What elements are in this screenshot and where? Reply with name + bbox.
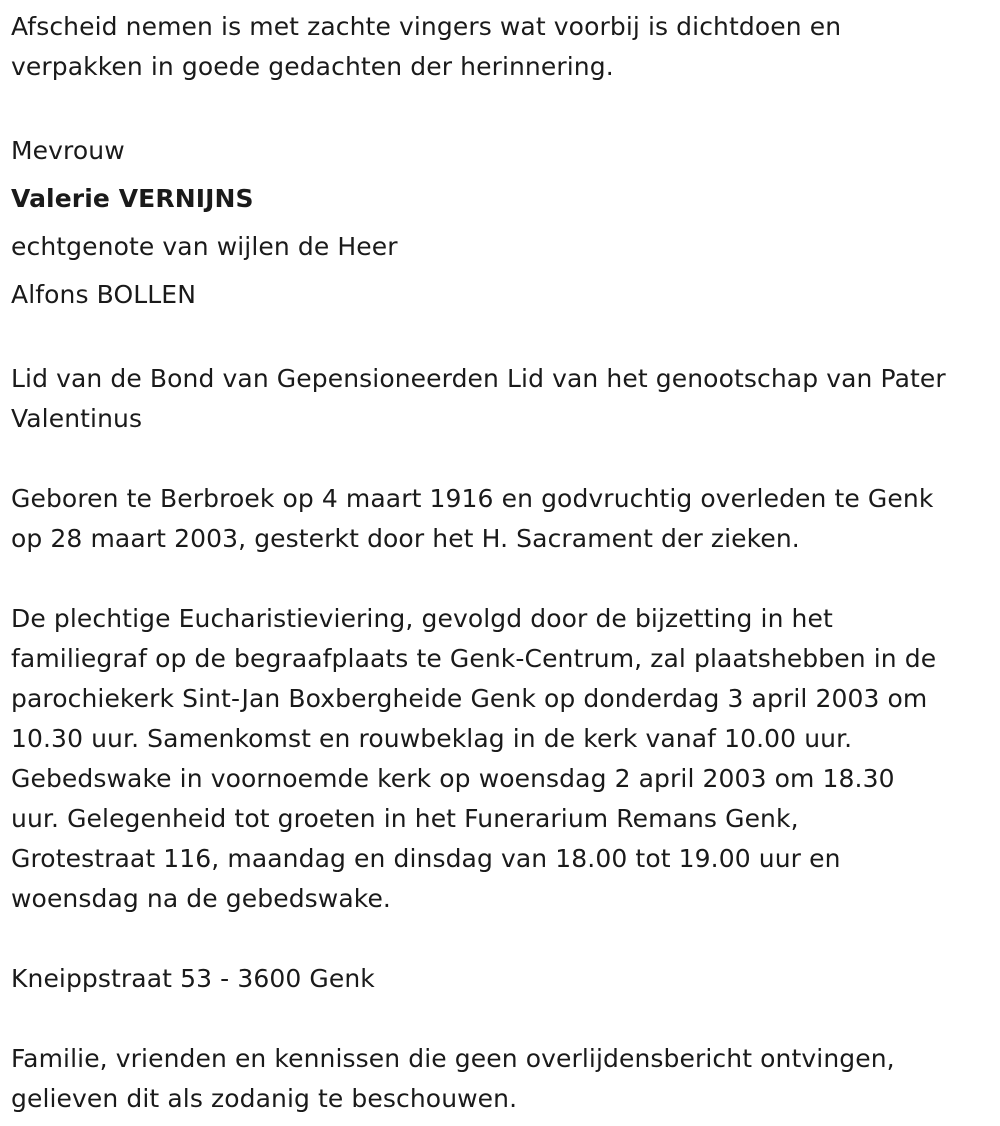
memberships-line: Lid van de Bond van Gepensioneerden Lid van het genootschap van Pater <box>11 364 946 393</box>
obituary-notice <box>11 7 996 1119</box>
spacer <box>11 919 996 959</box>
salutation: Mevrouw <box>11 136 125 165</box>
spouse-name: Alfons BOLLEN <box>11 280 197 309</box>
spacer <box>11 319 996 359</box>
intro-line: Afscheid nemen is met zachte vingers wat voorbij is dichtdoen en <box>11 12 842 41</box>
spacer <box>11 87 996 127</box>
ceremony-paragraph <box>11 599 996 919</box>
closing-line: gelieven dit als zodanig te beschouwen. <box>11 1084 518 1113</box>
spacer <box>11 559 996 599</box>
ceremony-line: uur. Gelegenheid tot groeten in het Funerarium Remans Genk, <box>11 804 799 833</box>
closing-line: Familie, vrienden en kennissen die geen overlijdensbericht ontvingen, <box>11 1044 895 1073</box>
ceremony-line: 10.30 uur. Samenkomst en rouwbeklag in de kerk vanaf 10.00 uur. <box>11 724 853 753</box>
ceremony-line: De plechtige Eucharistieviering, gevolgd door de bijzetting in het <box>11 604 833 633</box>
deceased-name: Valerie VERNIJNS <box>11 184 254 213</box>
ceremony-line: familiegraf op de begraafplaats te Genk-Centrum, zal plaatshebben in de <box>11 644 937 673</box>
address-line: Kneippstraat 53 - 3600 Genk <box>11 964 375 993</box>
spouse-relation: echtgenote van wijlen de Heer <box>11 232 398 261</box>
memberships-line: Valentinus <box>11 404 143 433</box>
closing-paragraph <box>11 1039 996 1119</box>
birth-death-line: Geboren te Berbroek op 4 maart 1916 en godvruchtig overleden te Genk <box>11 484 934 513</box>
memberships-paragraph <box>11 359 996 439</box>
spacer <box>11 999 996 1039</box>
birth-death-line: op 28 maart 2003, gesterkt door het H. Sacrament der zieken. <box>11 524 800 553</box>
intro-line: verpakken in goede gedachten der herinnering. <box>11 52 614 81</box>
ceremony-line: parochiekerk Sint-Jan Boxbergheide Genk op donderdag 3 april 2003 om <box>11 684 928 713</box>
ceremony-line: Grotestraat 116, maandag en dinsdag van 18.00 tot 19.00 uur en <box>11 844 841 873</box>
spacer <box>11 439 996 479</box>
name-block <box>11 127 996 319</box>
ceremony-line: Gebedswake in voornoemde kerk op woensdag 2 april 2003 om 18.30 <box>11 764 895 793</box>
ceremony-line: woensdag na de gebedswake. <box>11 884 391 913</box>
intro-paragraph <box>11 7 996 87</box>
address-paragraph <box>11 959 996 999</box>
birth-death-paragraph <box>11 479 996 559</box>
